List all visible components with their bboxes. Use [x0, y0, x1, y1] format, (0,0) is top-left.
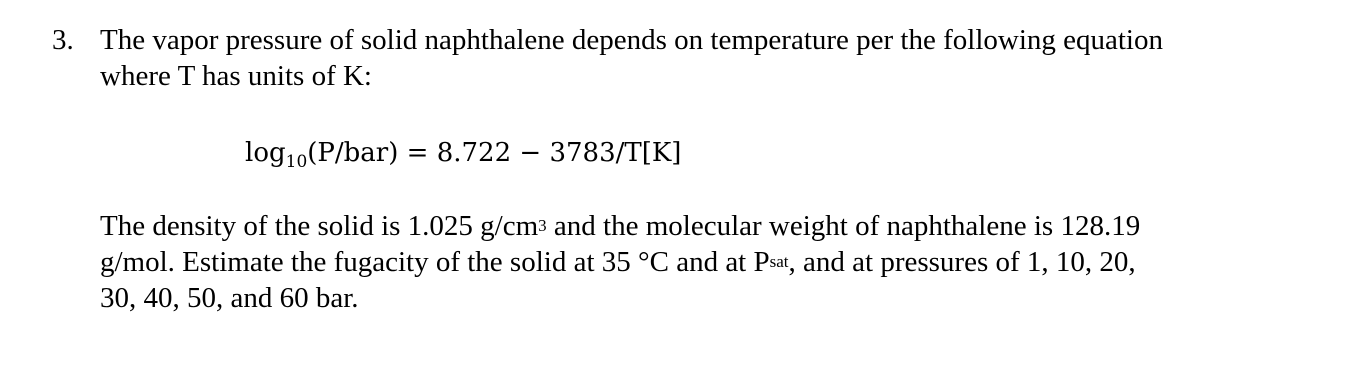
- equation-log-base: 10: [285, 152, 308, 172]
- problem-number: 3.: [52, 24, 74, 56]
- intro-line-2: where T has units of K:: [100, 60, 372, 92]
- vapor-pressure-equation: [245, 135, 681, 174]
- question-line-3: 30, 40, 50, and 60 bar.: [100, 282, 359, 314]
- intro-line-1: The vapor pressure of solid naphthalene depends on temperature per the following equation: [100, 24, 1163, 56]
- question-line-2a: g/mol. Estimate the fugacity of the solid at 35 °C and at P: [100, 246, 770, 278]
- question-line-2b: , and at pressures of 1, 10, 20,: [788, 246, 1136, 278]
- question-paragraph: [100, 208, 1300, 316]
- intro-paragraph: [100, 22, 1300, 94]
- problem-intro: [100, 22, 1300, 94]
- equation-log: log: [245, 138, 286, 168]
- question-line-1b: and the molecular weight of naphthalene is 128.19: [546, 210, 1141, 242]
- cube-superscript: 3: [538, 216, 547, 235]
- sat-superscript: sat: [769, 252, 789, 271]
- question-line-1a: The density of the solid is 1.025 g/cm: [100, 210, 539, 242]
- equation-rest: (P/bar) = 8.722 − 3783/T[K]: [307, 138, 682, 168]
